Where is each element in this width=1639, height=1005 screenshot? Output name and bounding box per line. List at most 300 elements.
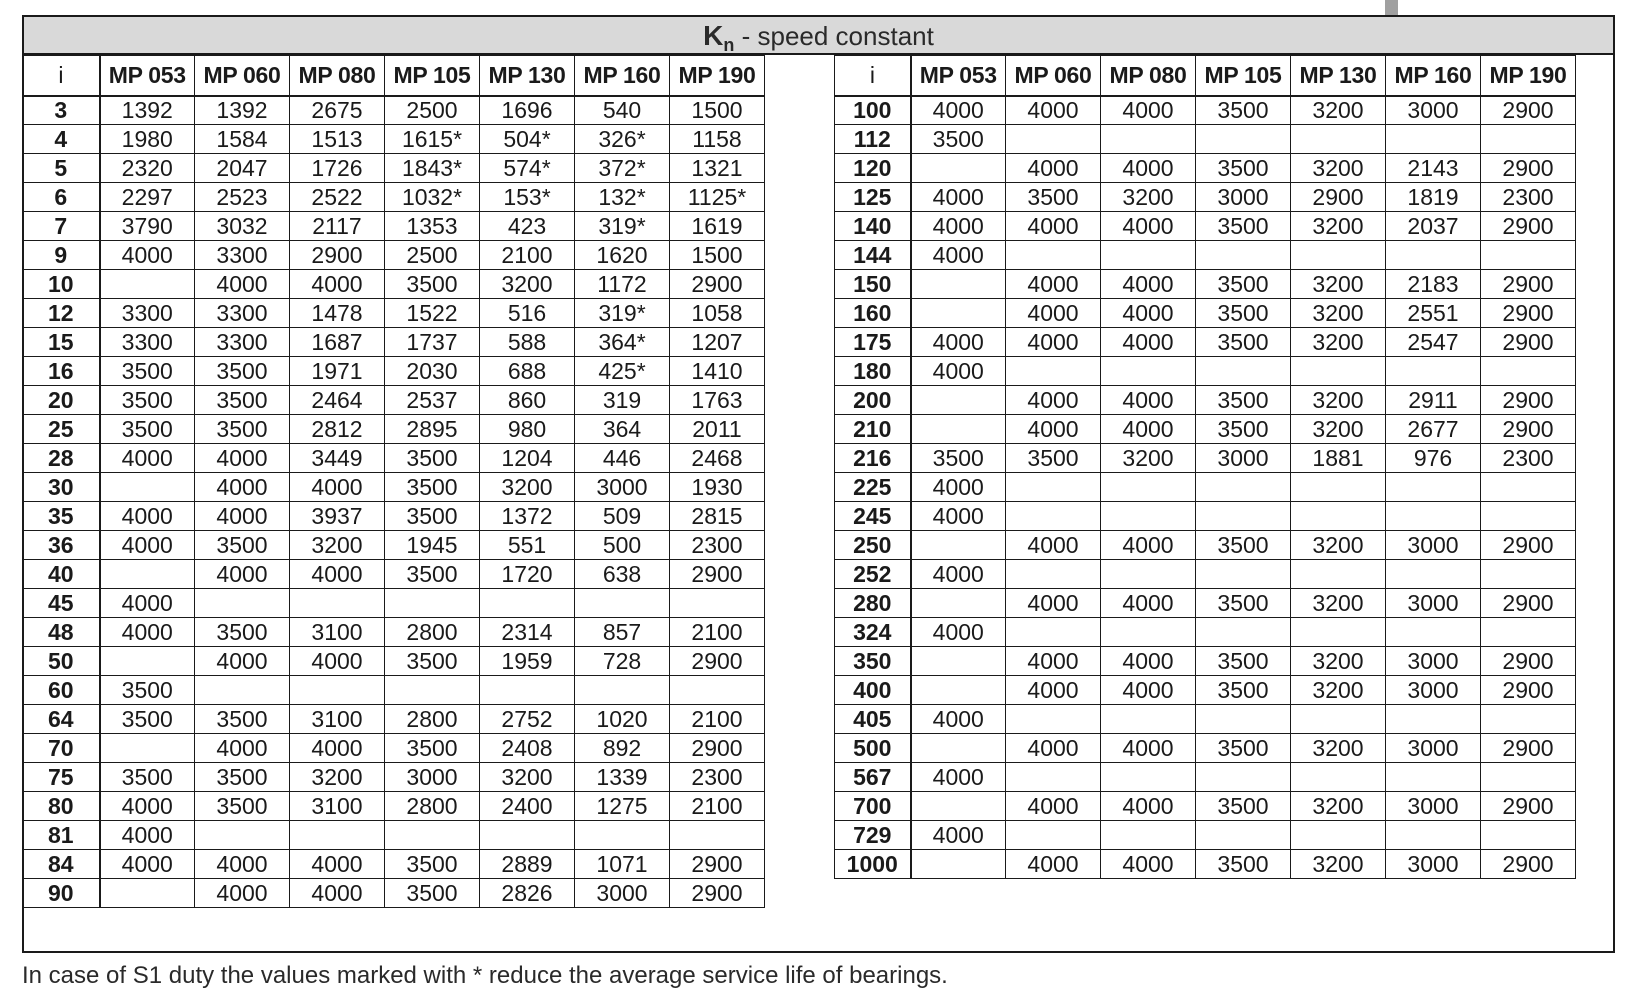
- value-cell: 4000: [1006, 850, 1101, 879]
- value-cell: [480, 676, 575, 705]
- table-row: [835, 444, 1576, 473]
- value-cell: 1930: [670, 473, 765, 502]
- model-header: MP 105: [1196, 56, 1291, 96]
- table-row: [23, 125, 765, 154]
- value-cell: [1386, 763, 1481, 792]
- value-cell: 3500: [385, 560, 480, 589]
- value-cell: 4000: [1101, 96, 1196, 125]
- value-cell: 4000: [1101, 415, 1196, 444]
- value-cell: 2047: [195, 154, 290, 183]
- value-cell: [1006, 502, 1101, 531]
- value-cell: [1196, 618, 1291, 647]
- value-cell: 3300: [195, 299, 290, 328]
- value-cell: 2900: [1481, 154, 1576, 183]
- ratio-cell: 120: [835, 154, 911, 183]
- value-cell: [1196, 821, 1291, 850]
- ratio-cell: 140: [835, 212, 911, 241]
- value-cell: 980: [480, 415, 575, 444]
- value-cell: 3500: [1196, 850, 1291, 879]
- value-cell: 326*: [575, 125, 670, 154]
- table-row: [23, 502, 765, 531]
- ratio-header: i: [23, 56, 100, 96]
- value-cell: 319*: [575, 212, 670, 241]
- value-cell: 3500: [100, 415, 195, 444]
- value-cell: 1522: [385, 299, 480, 328]
- table-row: [23, 676, 765, 705]
- value-cell: 3500: [911, 444, 1006, 473]
- value-cell: [100, 879, 195, 908]
- value-cell: [1006, 357, 1101, 386]
- value-cell: 3500: [100, 676, 195, 705]
- value-cell: [195, 676, 290, 705]
- value-cell: 4000: [1006, 734, 1101, 763]
- value-cell: 3300: [195, 328, 290, 357]
- value-cell: [1006, 560, 1101, 589]
- value-cell: 2300: [670, 763, 765, 792]
- table-row: [835, 502, 1576, 531]
- value-cell: 3200: [1101, 444, 1196, 473]
- value-cell: 509: [575, 502, 670, 531]
- model-header: MP 053: [100, 56, 195, 96]
- value-cell: 2314: [480, 618, 575, 647]
- model-header: MP 080: [290, 56, 385, 96]
- value-cell: 3200: [1291, 154, 1386, 183]
- value-cell: 4000: [100, 850, 195, 879]
- value-cell: [1291, 125, 1386, 154]
- value-cell: 2889: [480, 850, 575, 879]
- value-cell: 3449: [290, 444, 385, 473]
- value-cell: [911, 647, 1006, 676]
- value-cell: 4000: [195, 502, 290, 531]
- value-cell: 2117: [290, 212, 385, 241]
- value-cell: 3000: [1196, 444, 1291, 473]
- value-cell: 1392: [100, 96, 195, 125]
- speed-constant-table-left: [22, 55, 765, 908]
- ratio-cell: 210: [835, 415, 911, 444]
- table-row: [23, 444, 765, 473]
- value-cell: 1696: [480, 96, 575, 125]
- value-cell: 1204: [480, 444, 575, 473]
- ratio-cell: 50: [23, 647, 100, 676]
- value-cell: [911, 386, 1006, 415]
- table-row: [23, 560, 765, 589]
- value-cell: 1172: [575, 270, 670, 299]
- value-cell: 4000: [195, 850, 290, 879]
- table-row: [23, 473, 765, 502]
- value-cell: 3200: [480, 270, 575, 299]
- model-header: MP 080: [1101, 56, 1196, 96]
- value-cell: [1386, 502, 1481, 531]
- table-row: [23, 96, 765, 125]
- ratio-cell: 35: [23, 502, 100, 531]
- value-cell: [1006, 763, 1101, 792]
- value-cell: 1339: [575, 763, 670, 792]
- ratio-cell: 64: [23, 705, 100, 734]
- table-row: [835, 357, 1576, 386]
- value-cell: 4000: [1006, 415, 1101, 444]
- value-cell: 3500: [195, 531, 290, 560]
- value-cell: [1386, 125, 1481, 154]
- model-header: MP 060: [1006, 56, 1101, 96]
- ratio-cell: 20: [23, 386, 100, 415]
- value-cell: 1726: [290, 154, 385, 183]
- ratio-cell: 90: [23, 879, 100, 908]
- value-cell: [1006, 241, 1101, 270]
- value-cell: 4000: [1006, 270, 1101, 299]
- value-cell: 3500: [1196, 531, 1291, 560]
- value-cell: [1481, 473, 1576, 502]
- ratio-cell: 25: [23, 415, 100, 444]
- value-cell: 2500: [385, 96, 480, 125]
- value-cell: 4000: [911, 328, 1006, 357]
- value-cell: 4000: [1006, 531, 1101, 560]
- value-cell: 1584: [195, 125, 290, 154]
- value-cell: 3200: [480, 763, 575, 792]
- value-cell: [1291, 357, 1386, 386]
- model-header: MP 130: [480, 56, 575, 96]
- value-cell: 2900: [670, 270, 765, 299]
- value-cell: 2900: [670, 850, 765, 879]
- value-cell: 2547: [1386, 328, 1481, 357]
- value-cell: 4000: [1101, 589, 1196, 618]
- ratio-cell: 175: [835, 328, 911, 357]
- value-cell: 1737: [385, 328, 480, 357]
- value-cell: [1481, 241, 1576, 270]
- value-cell: 4000: [1101, 531, 1196, 560]
- value-cell: [290, 589, 385, 618]
- value-cell: 4000: [1101, 850, 1196, 879]
- value-cell: 504*: [480, 125, 575, 154]
- value-cell: 3200: [480, 473, 575, 502]
- value-cell: 2523: [195, 183, 290, 212]
- title-text: - speed constant: [734, 21, 934, 51]
- ratio-cell: 12: [23, 299, 100, 328]
- value-cell: 2400: [480, 792, 575, 821]
- value-cell: [1101, 357, 1196, 386]
- value-cell: 3200: [1291, 299, 1386, 328]
- value-cell: 2011: [670, 415, 765, 444]
- value-cell: [1006, 618, 1101, 647]
- ratio-cell: 700: [835, 792, 911, 821]
- value-cell: [385, 821, 480, 850]
- value-cell: 688: [480, 357, 575, 386]
- value-cell: [1481, 618, 1576, 647]
- value-cell: 1843*: [385, 154, 480, 183]
- value-cell: 4000: [911, 473, 1006, 502]
- value-cell: 4000: [195, 647, 290, 676]
- table-row: [23, 792, 765, 821]
- value-cell: 2800: [385, 705, 480, 734]
- ratio-cell: 30: [23, 473, 100, 502]
- value-cell: [1386, 705, 1481, 734]
- table-row: [23, 531, 765, 560]
- value-cell: 1392: [195, 96, 290, 125]
- table-row: [835, 821, 1576, 850]
- value-cell: [1481, 560, 1576, 589]
- table-row: [23, 299, 765, 328]
- value-cell: 2812: [290, 415, 385, 444]
- value-cell: 2100: [480, 241, 575, 270]
- value-cell: 3000: [1386, 676, 1481, 705]
- value-cell: 3200: [1101, 183, 1196, 212]
- ratio-cell: 9: [23, 241, 100, 270]
- value-cell: 2300: [1481, 183, 1576, 212]
- value-cell: [385, 589, 480, 618]
- value-cell: 2900: [1481, 676, 1576, 705]
- value-cell: 2900: [1481, 734, 1576, 763]
- value-cell: 4000: [195, 734, 290, 763]
- value-cell: 3100: [290, 618, 385, 647]
- value-cell: 1058: [670, 299, 765, 328]
- value-cell: 2537: [385, 386, 480, 415]
- title-symbol: K: [703, 20, 724, 51]
- value-cell: 2800: [385, 792, 480, 821]
- value-cell: [1101, 125, 1196, 154]
- value-cell: 3500: [1196, 96, 1291, 125]
- value-cell: 1720: [480, 560, 575, 589]
- ratio-cell: 729: [835, 821, 911, 850]
- value-cell: 2900: [1481, 850, 1576, 879]
- table-row: [835, 589, 1576, 618]
- value-cell: 3200: [1291, 531, 1386, 560]
- value-cell: [575, 589, 670, 618]
- value-cell: [480, 589, 575, 618]
- value-cell: 3500: [1196, 212, 1291, 241]
- value-cell: 3000: [1386, 531, 1481, 560]
- footnote: In case of S1 duty the values marked with * reduce the average service life of bearings.: [22, 962, 948, 989]
- table-row: [23, 879, 765, 908]
- value-cell: 2297: [100, 183, 195, 212]
- value-cell: 574*: [480, 154, 575, 183]
- value-cell: [100, 473, 195, 502]
- value-cell: 4000: [1101, 212, 1196, 241]
- value-cell: 4000: [100, 792, 195, 821]
- table-row: [23, 589, 765, 618]
- value-cell: 4000: [911, 618, 1006, 647]
- value-cell: 1945: [385, 531, 480, 560]
- table-row: [23, 415, 765, 444]
- ratio-cell: 112: [835, 125, 911, 154]
- value-cell: [1101, 502, 1196, 531]
- ratio-cell: 48: [23, 618, 100, 647]
- value-cell: 3500: [1196, 676, 1291, 705]
- speed-constant-sheet: [22, 15, 1615, 953]
- value-cell: 446: [575, 444, 670, 473]
- table-row: [835, 763, 1576, 792]
- value-cell: [1196, 241, 1291, 270]
- value-cell: [670, 821, 765, 850]
- table-row: [835, 212, 1576, 241]
- value-cell: 3500: [385, 734, 480, 763]
- value-cell: 3200: [290, 531, 385, 560]
- value-cell: 4000: [195, 473, 290, 502]
- value-cell: 3200: [1291, 734, 1386, 763]
- value-cell: 3000: [575, 473, 670, 502]
- ratio-cell: 400: [835, 676, 911, 705]
- speed-constant-table-right: [834, 55, 1576, 879]
- value-cell: 1071: [575, 850, 670, 879]
- value-cell: 857: [575, 618, 670, 647]
- title-subscript: n: [723, 35, 735, 55]
- value-cell: 4000: [1101, 328, 1196, 357]
- value-cell: [1006, 821, 1101, 850]
- value-cell: [195, 589, 290, 618]
- ratio-cell: 567: [835, 763, 911, 792]
- value-cell: 3200: [1291, 96, 1386, 125]
- model-header: MP 130: [1291, 56, 1386, 96]
- value-cell: 2464: [290, 386, 385, 415]
- ratio-cell: 36: [23, 531, 100, 560]
- value-cell: 2911: [1386, 386, 1481, 415]
- value-cell: 364: [575, 415, 670, 444]
- value-cell: 2900: [1481, 299, 1576, 328]
- value-cell: 4000: [1006, 676, 1101, 705]
- value-cell: 3500: [1196, 270, 1291, 299]
- value-cell: 2900: [1481, 647, 1576, 676]
- value-cell: 3500: [385, 647, 480, 676]
- table-row: [23, 212, 765, 241]
- ratio-header: i: [835, 56, 911, 96]
- value-cell: 3500: [100, 386, 195, 415]
- value-cell: 551: [480, 531, 575, 560]
- ratio-cell: 45: [23, 589, 100, 618]
- value-cell: 3000: [575, 879, 670, 908]
- value-cell: [1386, 618, 1481, 647]
- value-cell: 1615*: [385, 125, 480, 154]
- value-cell: [1101, 618, 1196, 647]
- table-row: [835, 705, 1576, 734]
- value-cell: 3200: [1291, 328, 1386, 357]
- ratio-cell: 6: [23, 183, 100, 212]
- value-cell: 4000: [911, 705, 1006, 734]
- value-cell: 3200: [1291, 850, 1386, 879]
- value-cell: [1196, 357, 1291, 386]
- value-cell: 638: [575, 560, 670, 589]
- value-cell: 4000: [100, 589, 195, 618]
- value-cell: [1101, 763, 1196, 792]
- value-cell: 4000: [1101, 676, 1196, 705]
- value-cell: 3500: [1196, 299, 1291, 328]
- value-cell: 860: [480, 386, 575, 415]
- value-cell: 976: [1386, 444, 1481, 473]
- table-row: [835, 183, 1576, 212]
- value-cell: [1481, 357, 1576, 386]
- value-cell: 4000: [100, 531, 195, 560]
- value-cell: [575, 821, 670, 850]
- value-cell: 2900: [1291, 183, 1386, 212]
- value-cell: 1687: [290, 328, 385, 357]
- ratio-cell: 125: [835, 183, 911, 212]
- model-header: MP 053: [911, 56, 1006, 96]
- value-cell: [1291, 705, 1386, 734]
- value-cell: [100, 560, 195, 589]
- table-row: [835, 299, 1576, 328]
- value-cell: [1291, 618, 1386, 647]
- table-row: [835, 850, 1576, 879]
- value-cell: 1478: [290, 299, 385, 328]
- value-cell: 3500: [100, 763, 195, 792]
- ratio-cell: 1000: [835, 850, 911, 879]
- value-cell: 588: [480, 328, 575, 357]
- value-cell: 4000: [100, 821, 195, 850]
- value-cell: 3500: [385, 879, 480, 908]
- ratio-cell: 10: [23, 270, 100, 299]
- table-row: [835, 241, 1576, 270]
- value-cell: [100, 270, 195, 299]
- value-cell: 3200: [1291, 647, 1386, 676]
- value-cell: 4000: [1006, 299, 1101, 328]
- value-cell: 2900: [1481, 531, 1576, 560]
- value-cell: 4000: [1006, 386, 1101, 415]
- value-cell: [290, 676, 385, 705]
- ratio-cell: 216: [835, 444, 911, 473]
- value-cell: [1196, 763, 1291, 792]
- value-cell: 2900: [1481, 589, 1576, 618]
- value-cell: 1500: [670, 96, 765, 125]
- table-row: [23, 618, 765, 647]
- value-cell: 2900: [1481, 270, 1576, 299]
- ratio-cell: 15: [23, 328, 100, 357]
- value-cell: 4000: [1101, 647, 1196, 676]
- value-cell: 3500: [1006, 444, 1101, 473]
- table-row: [835, 560, 1576, 589]
- model-header: MP 190: [1481, 56, 1576, 96]
- value-cell: [1481, 502, 1576, 531]
- value-cell: [100, 734, 195, 763]
- value-cell: 2100: [670, 705, 765, 734]
- value-cell: 4000: [290, 647, 385, 676]
- value-cell: 3000: [1386, 96, 1481, 125]
- value-cell: 3200: [1291, 415, 1386, 444]
- value-cell: 2900: [1481, 415, 1576, 444]
- table-row: [23, 734, 765, 763]
- value-cell: 516: [480, 299, 575, 328]
- value-cell: 3500: [195, 763, 290, 792]
- value-cell: 1959: [480, 647, 575, 676]
- value-cell: 4000: [290, 734, 385, 763]
- value-cell: 132*: [575, 183, 670, 212]
- value-cell: 3500: [1006, 183, 1101, 212]
- value-cell: [911, 589, 1006, 618]
- value-cell: 728: [575, 647, 670, 676]
- value-cell: 500: [575, 531, 670, 560]
- model-header: MP 190: [670, 56, 765, 96]
- value-cell: [1481, 821, 1576, 850]
- value-cell: 2895: [385, 415, 480, 444]
- value-cell: 3000: [1386, 850, 1481, 879]
- value-cell: [1291, 560, 1386, 589]
- value-cell: 3500: [1196, 589, 1291, 618]
- value-cell: 4000: [911, 821, 1006, 850]
- value-cell: 2815: [670, 502, 765, 531]
- table-row: [835, 125, 1576, 154]
- table-row: [23, 821, 765, 850]
- value-cell: [1481, 763, 1576, 792]
- value-cell: [1481, 125, 1576, 154]
- value-cell: [670, 676, 765, 705]
- value-cell: 4000: [1101, 386, 1196, 415]
- value-cell: 1372: [480, 502, 575, 531]
- table-row: [835, 531, 1576, 560]
- ratio-cell: 280: [835, 589, 911, 618]
- value-cell: 3000: [1386, 792, 1481, 821]
- value-cell: 3500: [1196, 415, 1291, 444]
- table-row: [835, 792, 1576, 821]
- value-cell: 3500: [385, 850, 480, 879]
- model-header: MP 160: [1386, 56, 1481, 96]
- value-cell: 3100: [290, 792, 385, 821]
- value-cell: 3500: [100, 357, 195, 386]
